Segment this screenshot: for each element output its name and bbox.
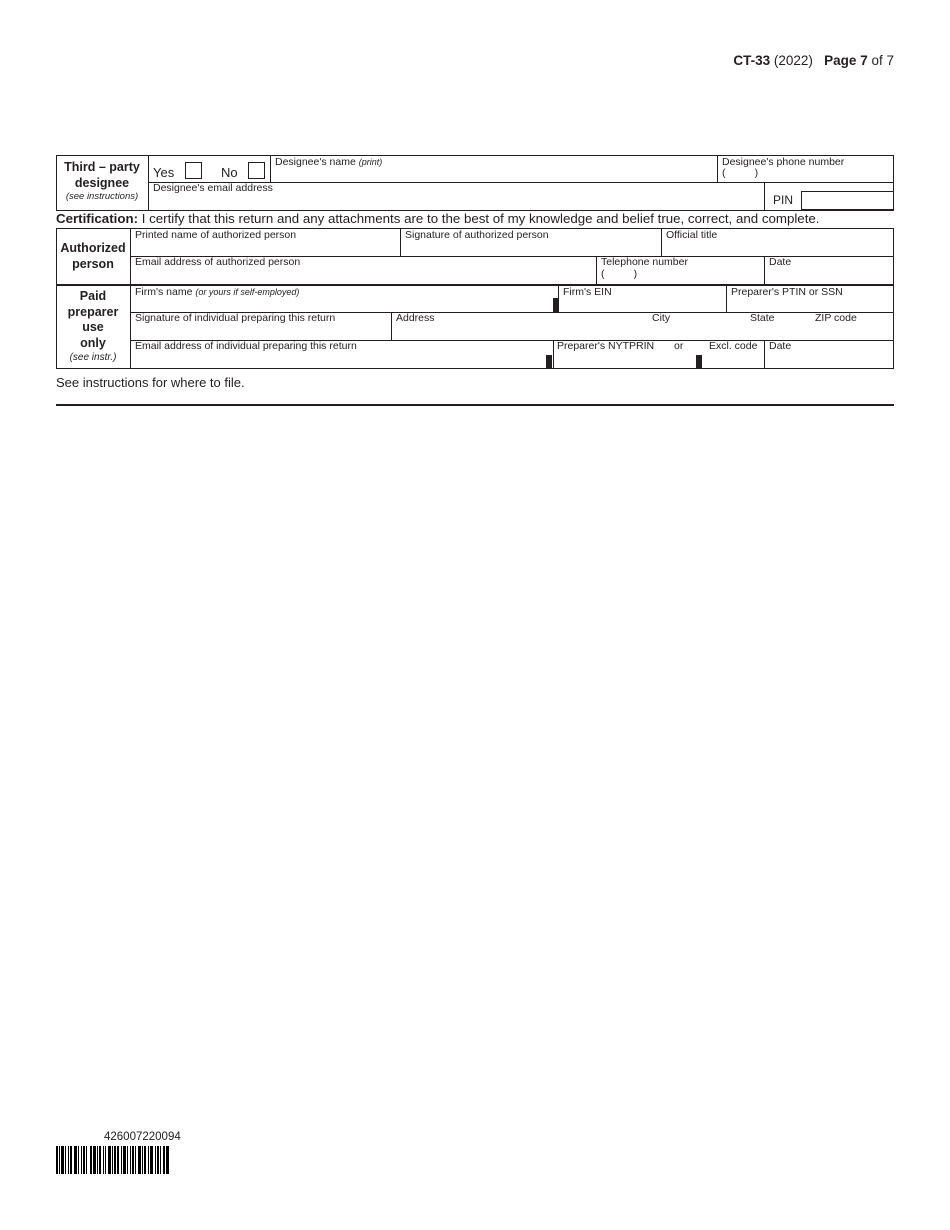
telephone-field[interactable]: ( )	[601, 268, 638, 280]
official-title-field[interactable]	[662, 243, 892, 255]
no-checkbox[interactable]	[248, 162, 265, 179]
preparer-title-line4: only	[80, 335, 106, 350]
page-total: of 7	[871, 53, 894, 68]
ptin-field[interactable]	[728, 300, 892, 311]
barcode-bar	[155, 1146, 156, 1174]
barcode-bar	[144, 1146, 146, 1174]
barcode-bar	[78, 1146, 79, 1174]
official-title-label: Official title	[666, 229, 718, 241]
ptin-label: Preparer's PTIN or SSN	[731, 286, 843, 298]
third-party-note: (see instructions)	[65, 191, 139, 202]
preparer-title-line2: preparer	[67, 304, 119, 319]
excl-code-field[interactable]	[704, 354, 762, 367]
form-number: CT-33	[733, 53, 771, 68]
preparer-note: (see instr.)	[69, 352, 117, 363]
barcode-bar	[59, 1146, 60, 1174]
designee-phone-label: Designee's phone number	[722, 156, 845, 168]
barcode-bar	[142, 1146, 143, 1174]
ein-marker	[553, 298, 559, 312]
barcode-bar	[105, 1146, 106, 1174]
barcode-bar	[61, 1146, 64, 1174]
firm-ein-label: Firm's EIN	[563, 286, 612, 298]
nytprin-marker	[546, 355, 552, 368]
barcode-bar	[97, 1146, 98, 1174]
barcode-bar	[160, 1146, 161, 1174]
designee-email-field[interactable]	[150, 196, 762, 209]
excl-code-label: Excl. code	[709, 340, 758, 352]
preparer-email-field[interactable]	[131, 354, 543, 367]
form-year: (2022)	[773, 53, 813, 68]
barcode-bar	[127, 1146, 128, 1174]
barcode-bar	[103, 1146, 104, 1174]
barcode-bar	[163, 1146, 165, 1174]
firm-name-label	[135, 287, 299, 298]
barcode-bar	[138, 1146, 141, 1174]
preparer-date-label: Date	[769, 340, 792, 352]
barcode-number: 426007220094	[104, 1131, 181, 1143]
barcode-bar	[121, 1146, 122, 1174]
pin-label: PIN	[773, 193, 794, 207]
yes-label: Yes	[153, 165, 175, 180]
pin-field[interactable]	[801, 191, 894, 210]
page-header	[733, 53, 894, 68]
barcode-bar	[132, 1146, 134, 1174]
designee-name-text: Designee's name	[275, 156, 356, 168]
auth-signature-field[interactable]	[401, 243, 660, 255]
third-party-title	[56, 160, 148, 203]
barcode-bar	[93, 1146, 96, 1174]
preparer-signature-label: Signature of individual preparing this return	[135, 312, 336, 324]
preparer-title-line3: use	[82, 320, 104, 334]
barcode-bar	[90, 1146, 92, 1174]
preparer-title	[56, 289, 130, 364]
third-party-title-line2: designee	[74, 175, 130, 190]
barcode-bar	[117, 1146, 119, 1174]
certification-heading: Certification:	[56, 211, 139, 226]
barcode-bar	[150, 1146, 153, 1174]
zip-label: ZIP code	[815, 312, 857, 324]
or-label: or	[674, 340, 684, 352]
auth-date-label: Date	[769, 256, 792, 268]
yes-checkbox[interactable]	[185, 162, 202, 179]
firm-name-field[interactable]	[131, 300, 551, 311]
barcode-bar	[65, 1146, 66, 1174]
designee-name-note: (print)	[358, 157, 383, 167]
city-label: City	[652, 312, 671, 324]
barcode-bar	[157, 1146, 159, 1174]
state-label: State	[750, 312, 775, 324]
auth-date-field[interactable]	[765, 270, 892, 283]
preparer-email-label: Email address of individual preparing this return	[135, 340, 357, 352]
excl-marker	[696, 355, 702, 368]
barcode-bar	[166, 1146, 169, 1174]
auth-email-label: Email address of authorized person	[135, 256, 301, 268]
barcode	[56, 1146, 240, 1174]
preparer-title-line1: Paid	[79, 289, 107, 303]
barcode-bar	[86, 1146, 87, 1174]
printed-name-field[interactable]	[131, 243, 399, 255]
barcode-bar	[74, 1146, 77, 1174]
barcode-bar	[99, 1146, 101, 1174]
address-field[interactable]	[393, 326, 892, 339]
page-number: Page 7	[824, 53, 868, 68]
firm-name-text: Firm's name	[135, 286, 193, 298]
barcode-bar	[130, 1146, 131, 1174]
auth-signature-label: Signature of authorized person	[405, 229, 549, 241]
barcode-bar	[123, 1146, 126, 1174]
preparer-signature-field[interactable]	[131, 326, 389, 339]
barcode-bar	[148, 1146, 149, 1174]
preparer-date-field[interactable]	[765, 354, 892, 367]
barcode-bar	[70, 1146, 72, 1174]
certification-statement	[56, 211, 819, 226]
filing-instructions: See instructions for where to file.	[56, 375, 245, 390]
third-party-title-line1: Third – party	[64, 160, 140, 174]
nytprin-field[interactable]	[555, 354, 695, 367]
firm-name-note: (or yours if self-employed)	[195, 287, 300, 297]
barcode-bar	[108, 1146, 111, 1174]
nytprin-label: Preparer's NYTPRIN	[557, 340, 655, 352]
barcode-bar	[114, 1146, 116, 1174]
designee-phone-field[interactable]: ( )	[722, 167, 759, 179]
barcode-bar	[56, 1146, 58, 1174]
barcode-bar	[112, 1146, 113, 1174]
address-label: Address	[396, 312, 435, 324]
auth-email-field[interactable]	[131, 270, 595, 283]
certification-text: I certify that this return and any attachments are to the best of my knowledge and belief true, correct, and complete.	[138, 211, 820, 226]
barcode-bar	[83, 1146, 85, 1174]
barcode-bar	[135, 1146, 136, 1174]
firm-ein-field[interactable]	[560, 300, 724, 311]
authorized-title	[56, 241, 130, 272]
designee-name-field[interactable]	[271, 170, 716, 181]
designee-email-label: Designee's email address	[153, 182, 273, 194]
authorized-title-line1: Authorized	[60, 241, 126, 255]
telephone-label: Telephone number	[601, 256, 688, 268]
authorized-title-line2: person	[72, 256, 114, 271]
barcode-bar	[81, 1146, 82, 1174]
barcode-bar	[68, 1146, 69, 1174]
no-label: No	[221, 165, 238, 180]
designee-name-label	[275, 157, 382, 168]
printed-name-label: Printed name of authorized person	[135, 229, 297, 241]
divider-rule	[56, 404, 894, 406]
